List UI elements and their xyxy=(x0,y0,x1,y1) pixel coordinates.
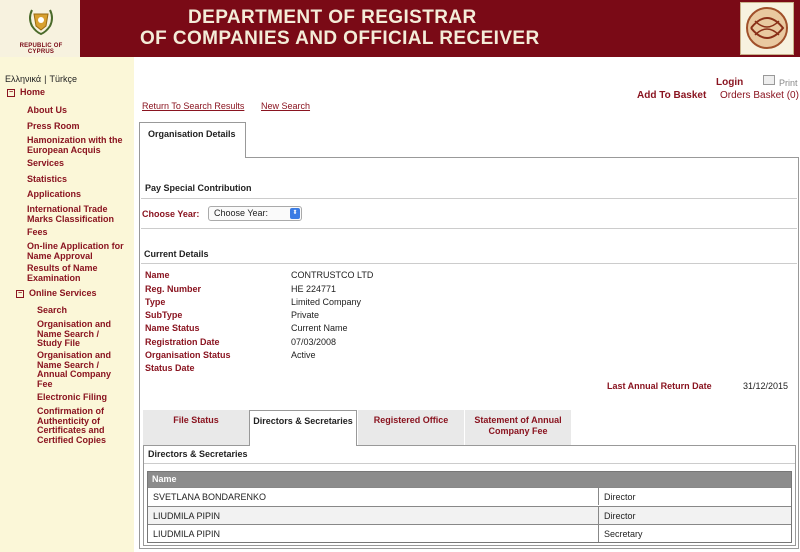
choose-year-select[interactable] xyxy=(208,206,302,221)
row-role: Director xyxy=(604,492,636,502)
pay-contribution-title: Pay Special Contribution xyxy=(145,183,252,193)
detail-label-reg-number: Reg. Number xyxy=(145,284,202,294)
sidebar-item-press-room[interactable]: Press Room xyxy=(27,121,80,131)
printer-icon[interactable] xyxy=(763,75,775,85)
sidebar-item-fees[interactable]: Fees xyxy=(27,227,48,237)
divider xyxy=(141,228,797,229)
choose-year-value: Choose Year: xyxy=(214,208,269,218)
table-row xyxy=(148,506,791,524)
detail-value-type: Limited Company xyxy=(291,297,362,307)
sidebar-subitem-study-file[interactable]: Organisation and Name Search / Study File xyxy=(37,319,112,348)
registrar-emblem xyxy=(740,2,794,55)
last-annual-return-value: 31/12/2015 xyxy=(743,381,789,391)
tab-registered-office[interactable]: Registered Office xyxy=(358,410,464,445)
detail-label-organisation-status: Organisation Status xyxy=(145,350,231,360)
sidebar-subitem-search[interactable]: Search xyxy=(37,305,68,315)
sidebar-item-label: Home xyxy=(20,87,46,97)
table-row xyxy=(148,487,791,505)
collapse-icon[interactable]: − xyxy=(17,290,23,297)
lang-separator: | xyxy=(44,74,47,84)
column-divider xyxy=(598,488,599,505)
detail-label-name: Name xyxy=(145,270,170,280)
language-switcher xyxy=(5,74,77,84)
row-name: LIUDMILA PIPIN xyxy=(153,529,221,539)
detail-value-subtype: Private xyxy=(291,310,320,320)
sidebar-subitem-authenticity[interactable]: Confirmation of Authenticity of Certificates and Certified Copies xyxy=(37,406,107,445)
tab-directors-secretaries[interactable]: Directors & Secretaries xyxy=(249,410,357,446)
chevron-updown-icon: ⬍ xyxy=(290,208,300,219)
tab-annual-company-fee[interactable]: Statement of Annual Company Fee xyxy=(465,410,571,445)
detail-value-organisation-status: Active xyxy=(291,350,316,360)
page-header xyxy=(0,0,800,57)
current-details-title: Current Details xyxy=(144,249,209,259)
login-link[interactable]: Login xyxy=(716,77,744,88)
detail-label-status-date: Status Date xyxy=(145,363,195,373)
orders-basket-link[interactable]: Orders Basket (0) xyxy=(720,90,799,101)
last-annual-return-label: Last Annual Return Date xyxy=(607,381,712,391)
divider xyxy=(141,198,797,199)
table-header-name: Name xyxy=(148,472,791,487)
detail-value-reg-number: HE 224771 xyxy=(291,284,337,294)
sidebar-item-label: Online Services xyxy=(29,288,97,298)
sidebar-item-harmonization[interactable]: Hamonization with the European Acquis xyxy=(27,135,123,155)
page-title-line1: DEPARTMENT OF REGISTRAR xyxy=(188,7,477,28)
sidebar-item-services[interactable]: Services xyxy=(27,158,65,168)
page-title-line2: OF COMPANIES AND OFFICIAL RECEIVER xyxy=(140,28,540,49)
lang-greek-link[interactable]: Ελληνικά xyxy=(5,74,42,84)
return-to-search-link[interactable]: Return To Search Results xyxy=(142,101,245,111)
detail-value-name: CONTRUSTCO LTD xyxy=(291,270,374,280)
divider xyxy=(141,263,797,264)
registrar-emblem-icon xyxy=(741,3,793,54)
cyprus-crest-icon xyxy=(22,4,60,38)
sidebar-subitem-annual-fee[interactable]: Organisation and Name Search / Annual Company Fee xyxy=(37,350,112,389)
column-divider xyxy=(598,525,599,542)
detail-label-type: Type xyxy=(145,297,166,307)
directors-secretaries-title: Directors & Secretaries xyxy=(148,449,248,459)
new-search-link[interactable]: New Search xyxy=(261,101,311,111)
lang-turkish-link[interactable]: Türkçe xyxy=(49,74,77,84)
row-role: Director xyxy=(604,511,636,521)
detail-value-registration-date: 07/03/2008 xyxy=(291,337,337,347)
sidebar-item-home[interactable] xyxy=(7,88,45,98)
sidebar-item-name-approval[interactable]: On-line Application for Name Approval xyxy=(27,241,124,261)
sidebar-item-statistics[interactable]: Statistics xyxy=(27,174,68,184)
detail-label-subtype: SubType xyxy=(145,310,183,320)
column-divider xyxy=(598,507,599,524)
row-name: LIUDMILA PIPIN xyxy=(153,511,221,521)
sidebar-item-trade-marks[interactable]: International Trade Marks Classification xyxy=(27,204,115,224)
detail-label-registration-date: Registration Date xyxy=(145,337,220,347)
row-name: SVETLANA BONDARENKO xyxy=(153,492,267,502)
table-row xyxy=(148,524,791,542)
divider xyxy=(144,463,795,464)
detail-label-name-status: Name Status xyxy=(145,323,200,333)
sidebar-item-online-services[interactable] xyxy=(16,289,97,299)
choose-year-label: Choose Year: xyxy=(142,209,200,219)
sidebar-item-applications[interactable]: Applications xyxy=(27,189,82,199)
collapse-icon[interactable]: − xyxy=(8,89,14,96)
tab-file-status[interactable]: File Status xyxy=(143,410,249,445)
sidebar-item-name-examination[interactable]: Results of Name Examination xyxy=(27,263,98,283)
crest-caption: REPUBLIC OF CYPRUS xyxy=(19,43,63,55)
sidebar-subitem-electronic-filing[interactable]: Electronic Filing xyxy=(37,392,108,402)
sidebar-item-about-us[interactable]: About Us xyxy=(27,105,67,115)
cyprus-logo xyxy=(0,0,80,57)
row-role: Secretary xyxy=(604,529,643,539)
add-to-basket-link[interactable]: Add To Basket xyxy=(637,90,707,101)
detail-value-name-status: Current Name xyxy=(291,323,348,333)
print-link[interactable]: Print xyxy=(779,78,798,88)
tab-organisation-details[interactable]: Organisation Details xyxy=(139,122,246,158)
